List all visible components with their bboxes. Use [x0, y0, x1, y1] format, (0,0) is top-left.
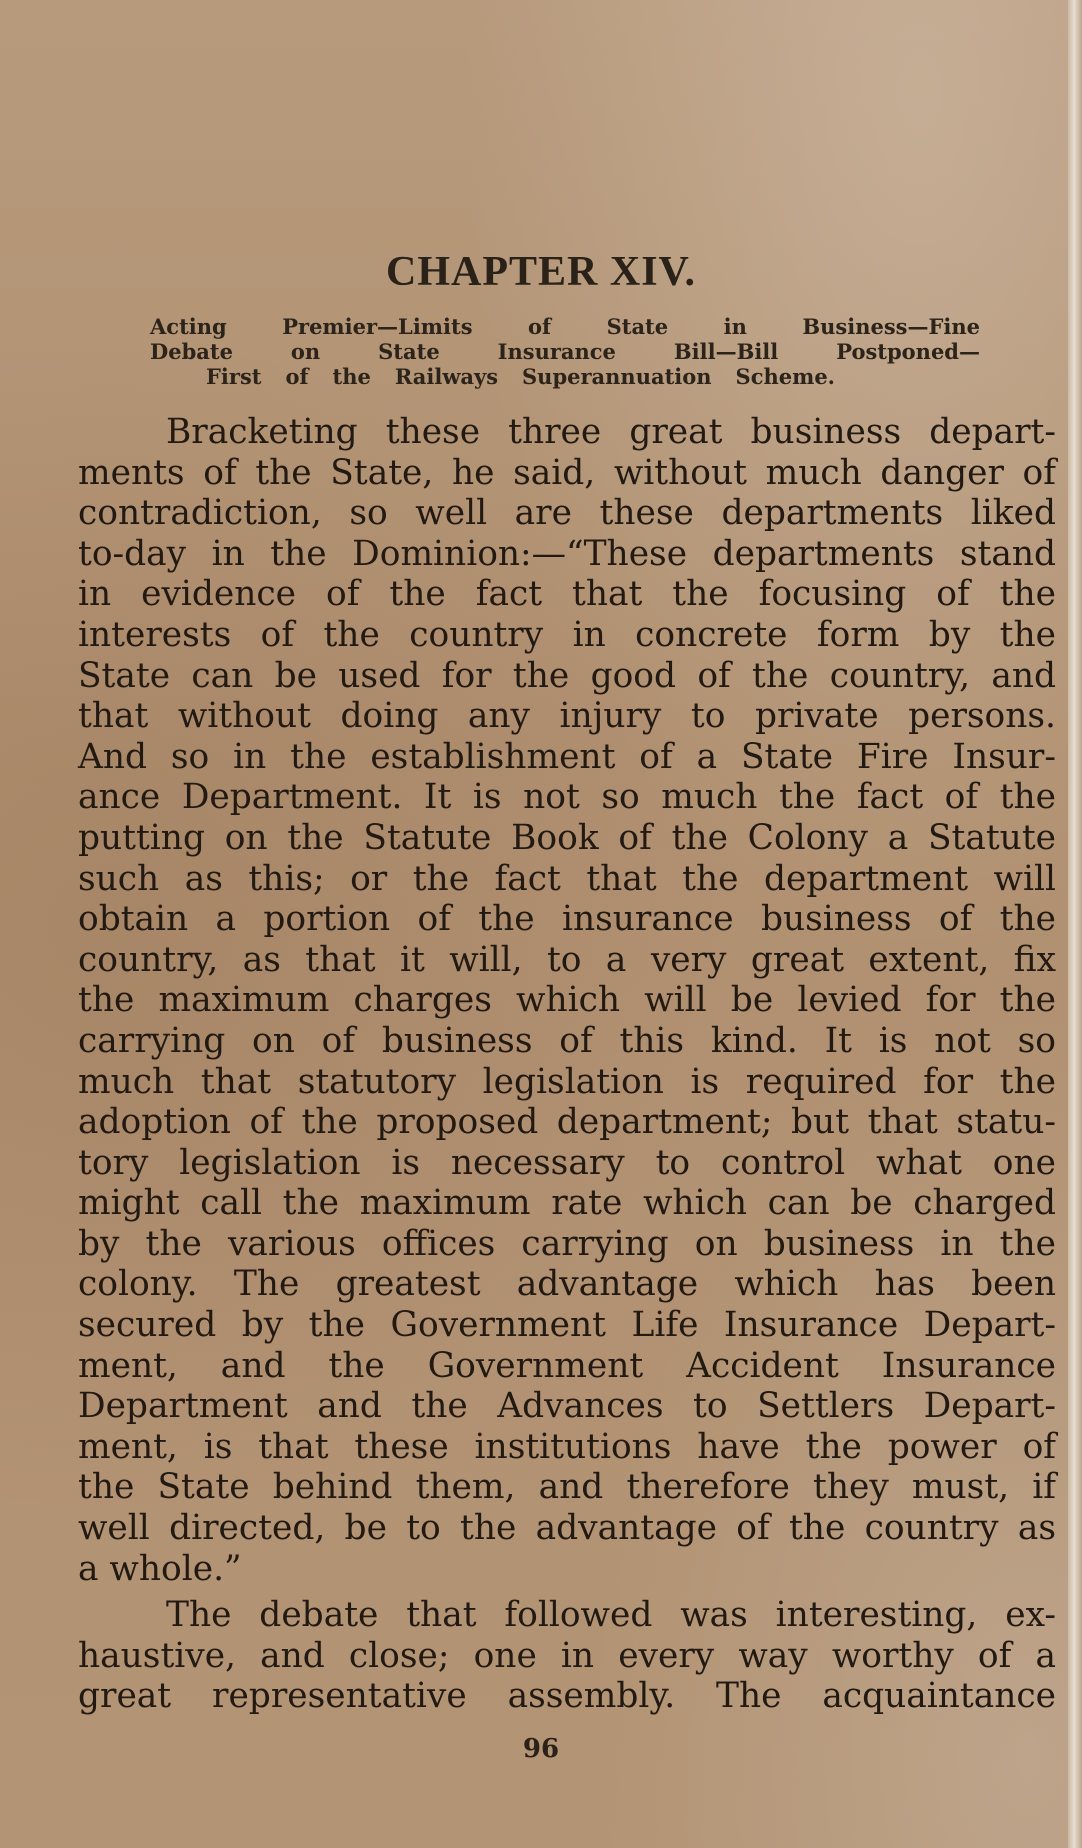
text-line: contradiction, so well are these departments liked	[78, 493, 1056, 534]
text-line: putting on the Statute Book of the Colony a Statute	[78, 817, 1056, 858]
chapter-synopsis	[150, 314, 980, 389]
text-line: ments of the State, he said, without much danger of	[78, 452, 1056, 493]
text-line: the State behind them, and therefore they must, if	[78, 1467, 1056, 1508]
text-line: ment, and the Government Accident Insurance	[78, 1345, 1056, 1386]
text-line: carrying on of business of this kind. It is not so	[78, 1020, 1056, 1061]
text-line: great representative assembly. The acquaintance	[78, 1676, 1056, 1717]
text-line: might call the maximum rate which can be charged	[78, 1183, 1056, 1224]
text-line: tory legislation is necessary to control what one	[78, 1142, 1056, 1183]
text-line: much that statutory legislation is required for the	[78, 1061, 1056, 1102]
text-line: The debate that followed was interesting, ex-	[166, 1595, 1056, 1636]
text-line: well directed, be to the advantage of the country as	[78, 1508, 1056, 1549]
text-line: country, as that it will, to a very great extent, fix	[78, 939, 1056, 980]
synopsis-line: Debate on State Insurance Bill—Bill Postponed—	[150, 339, 980, 364]
text-line: Bracketing these three great business depart-	[166, 412, 1056, 452]
text-line: to-day in the Dominion:—“These departments stand	[78, 533, 1056, 574]
text-line: adoption of the proposed department; but that statu-	[78, 1102, 1056, 1143]
text-line: And so in the establishment of a State Fire Insur-	[78, 736, 1056, 777]
body-text	[78, 412, 1056, 1717]
text-line: ment, is that these institutions have the power of	[78, 1426, 1056, 1467]
text-line: the maximum charges which will be levied for the	[78, 980, 1056, 1021]
text-line: that without doing any injury to private persons.	[78, 696, 1056, 737]
text-line: haustive, and close; one in every way worthy of a	[78, 1635, 1056, 1676]
synopsis-line: First of the Railways Superannuation Scheme.	[206, 364, 835, 389]
text-line: ance Department. It is not so much the fact of the	[78, 777, 1056, 818]
text-line: such as this; or the fact that the department will	[78, 858, 1056, 899]
synopsis-line: Acting Premier—Limits of State in Business—Fine	[150, 314, 980, 339]
text-line: interests of the country in concrete form by the	[78, 614, 1056, 655]
text-line: in evidence of the fact that the focusing of the	[78, 574, 1056, 615]
chapter-heading: CHAPTER XIV.	[386, 249, 696, 295]
text-line: a whole.”	[78, 1548, 242, 1589]
text-line: obtain a portion of the insurance business of the	[78, 899, 1056, 940]
text-line: secured by the Government Life Insurance Depart-	[78, 1305, 1056, 1346]
text-line: colony. The greatest advantage which has been	[78, 1264, 1056, 1305]
paragraph	[78, 1595, 1056, 1717]
text-line: Department and the Advances to Settlers Depart-	[78, 1386, 1056, 1427]
paragraph	[78, 412, 1056, 1589]
text-line: by the various offices carrying on business in the	[78, 1223, 1056, 1264]
text-line: State can be used for the good of the country, and	[78, 655, 1056, 696]
page-number: 96	[522, 1734, 560, 1764]
